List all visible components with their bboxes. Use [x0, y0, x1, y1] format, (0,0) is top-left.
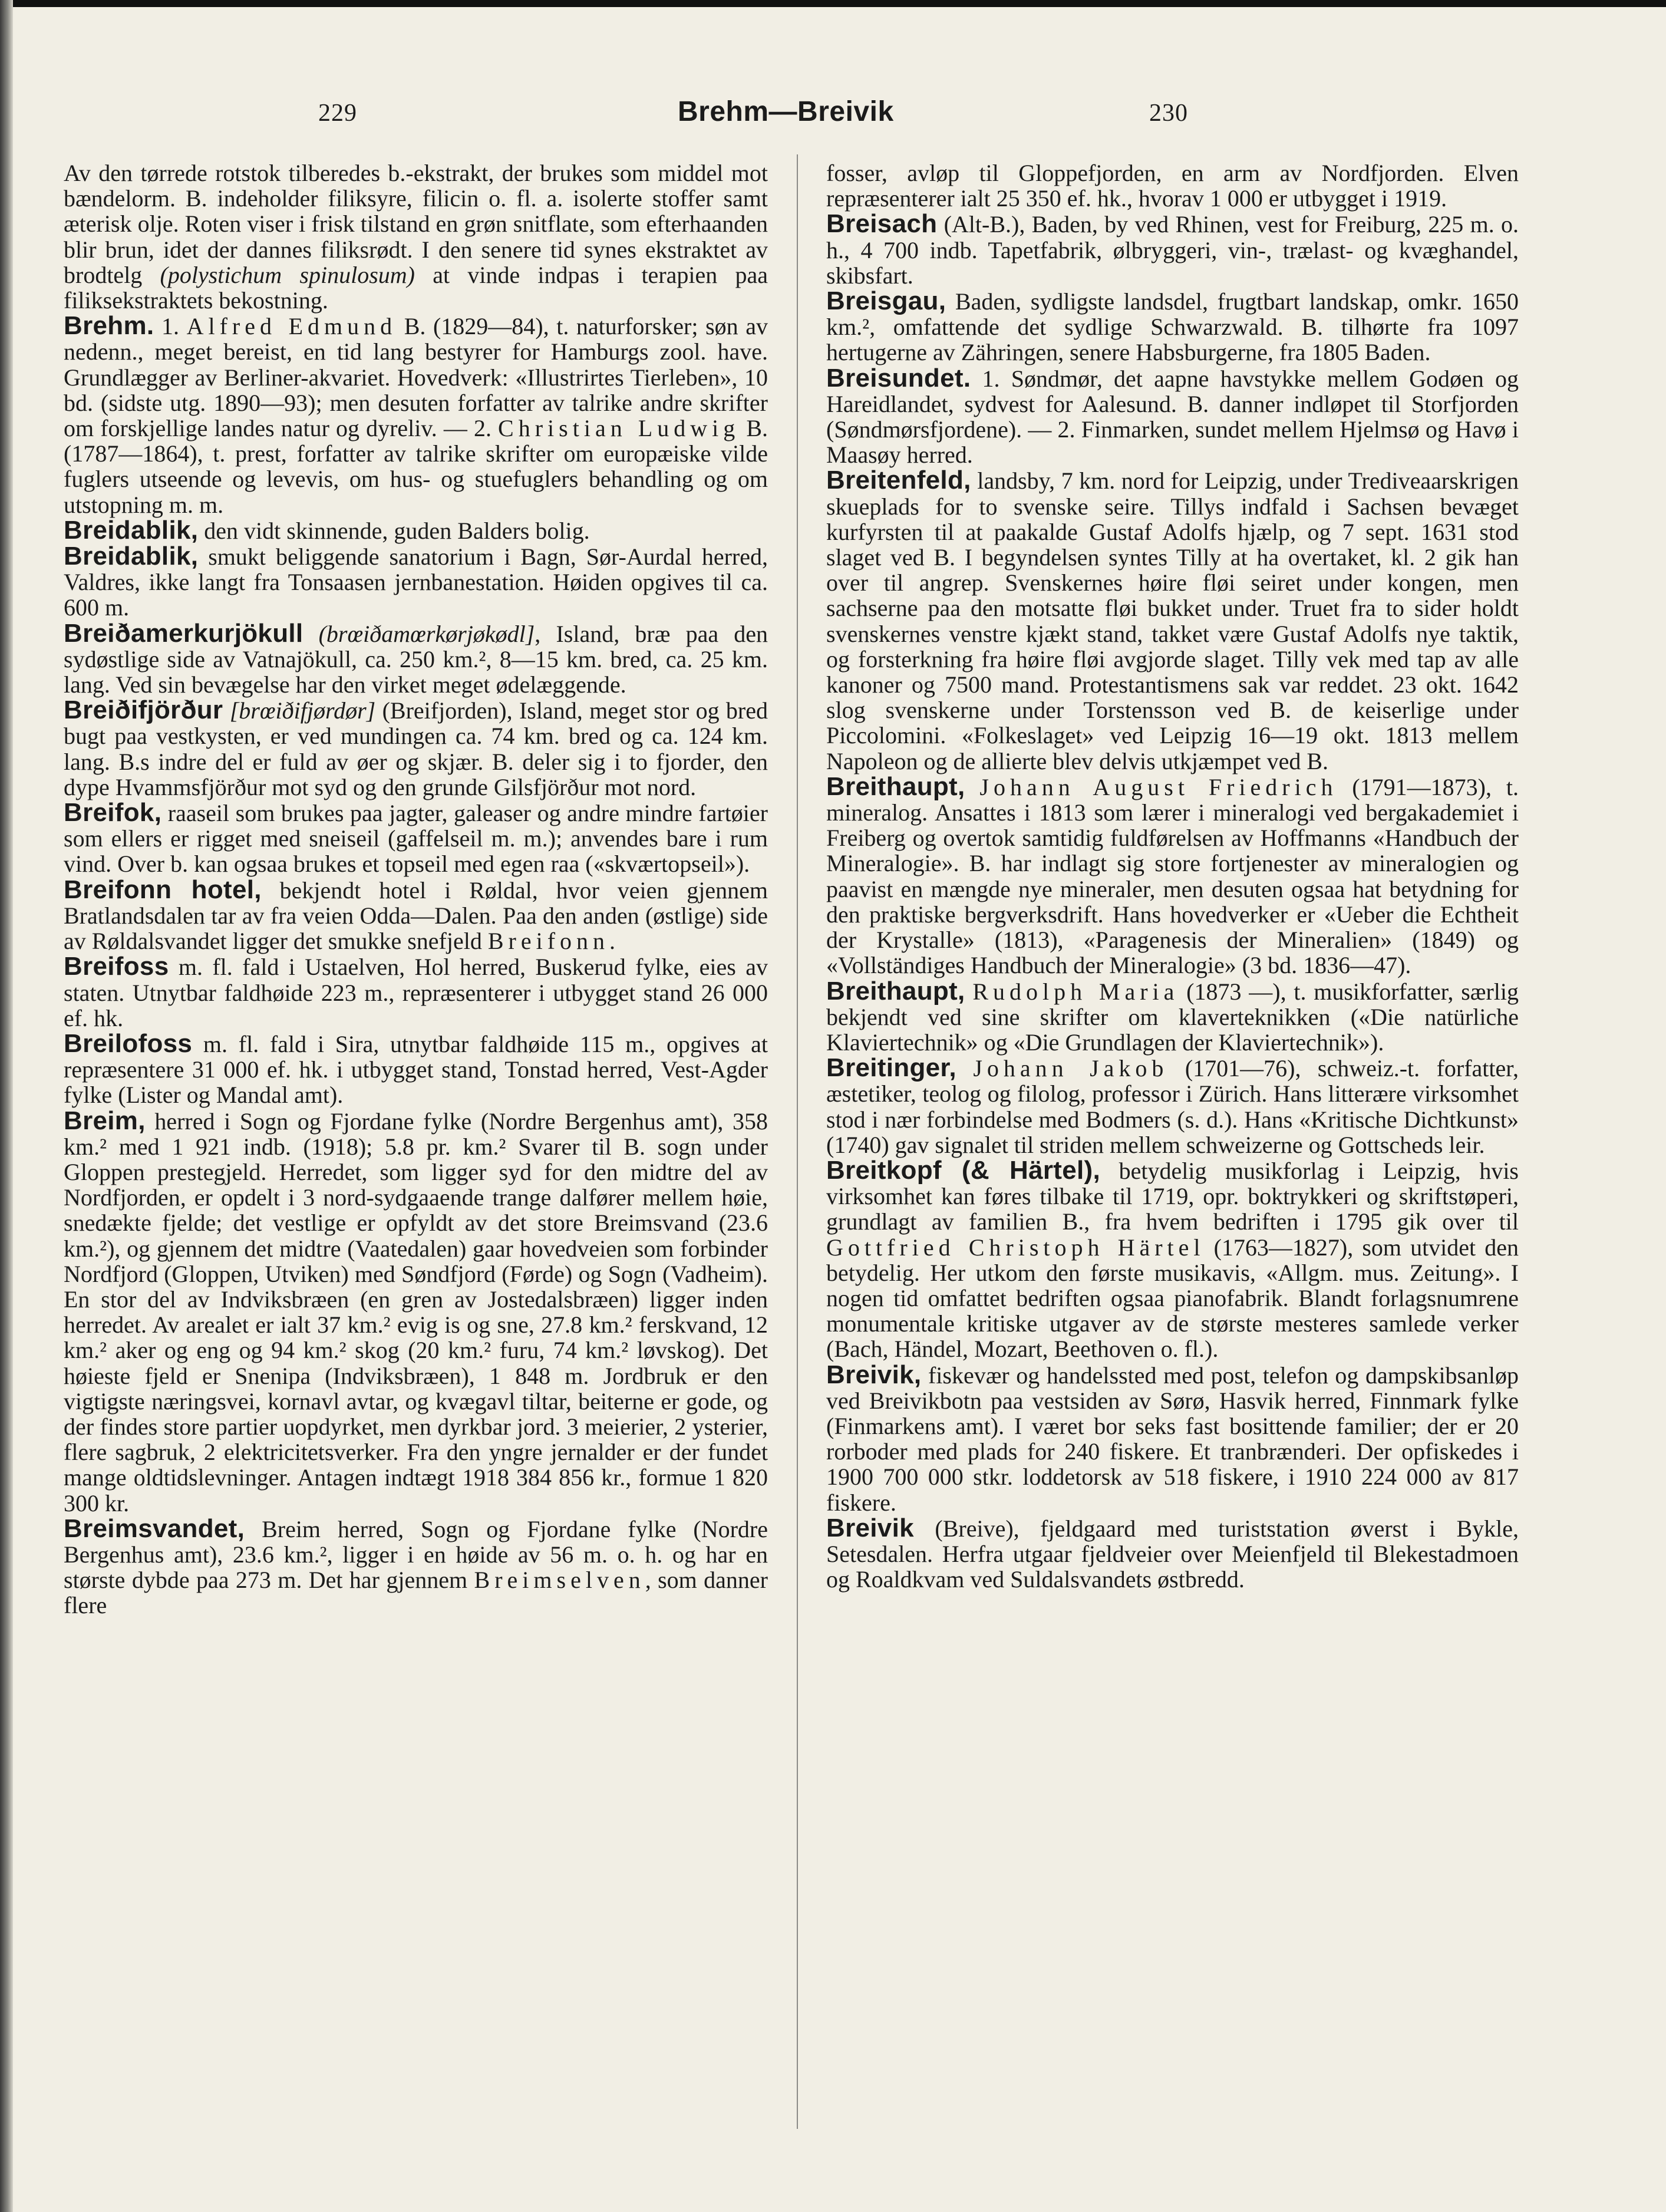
entry-text: (1791—1873), t. mineralog. Ansattes i 1813 som lærer i mineralogi ved bergakademiet i Freiberg og overtok samtidig fuldførelsen av Hoffmanns «Handbuch der Mineralogie». B. har indlagt sig store fortjenester av mineralogien og paavist en mængde nye mineraler, men desuten ogsaa hat betydning for den praktiske bergverksdrift. Hans hovedverker er «Ueber die Echtheit der Krystalle» (1813), «Paragenesis der Mineralien» (1849) og «Vollständiges Handbuch der Mineralogie» (3 bd. 1836—47).: [826, 773, 1519, 979]
dictionary-entry: [826, 1155, 1519, 1363]
entry-headword: Breisach: [826, 209, 938, 239]
entry-spaced-name: Rudolph Maria: [972, 978, 1179, 1005]
dictionary-entry: [64, 618, 768, 698]
running-head: Brehm—Breivik: [678, 96, 894, 127]
entry-headword: Breifok,: [64, 798, 162, 828]
entry-text: B. (1829—84), t. naturforsker; søn av nedenn., meget bereist, en tid lang bestyrer for Hamburgs zool. have. Grundlægger av Berliner-akvariet. Hovedverk: «Illustrirtes Tierleben», 10 bd. (sidste utg. 1890—93); men desuten forfatter av talrike andre skrifter om forskjellige landes natur og dyreliv. — 2.: [64, 313, 768, 442]
entry-headword: Breiðifjörður: [64, 695, 223, 725]
dictionary-entry: [64, 543, 768, 621]
entry-text: Breim herred, Sogn og Fjordane fylke (Nordre Bergenhus amt), 23.6 km.², ligger i en høide av 56 m. o. h. og har en største dybde paa 273 m. Det har gjennem: [64, 1515, 768, 1594]
entry-text: at vinde indpas i terapien paa filiksekstraktets bekostning.: [64, 261, 768, 314]
page-number-left: 229: [318, 100, 357, 127]
entry-headword: Breilofoss: [64, 1028, 193, 1058]
left-column: [64, 160, 768, 1618]
entry-pronunciation: [brœiðifjørdør]: [229, 697, 376, 724]
entry-headword: Brehm.: [64, 311, 154, 341]
dictionary-entry: [826, 978, 1519, 1056]
dictionary-entry: [64, 1108, 768, 1516]
dictionary-entry: [64, 313, 768, 517]
entry-text: (1701—76), schweiz.-t. forfatter, æstetiker, teolog og filolog, professor i Zürich. Hans litterære virksomhet stod i nær forbindelse med Bodmers (s. d.). Hans «Kritische Dichtkunst» (1740) gav signalet til striden mellem schweizerne og Gottscheds leir.: [826, 1055, 1519, 1158]
entry-headword: Breisgau,: [826, 286, 946, 316]
entry-headword: Breitinger,: [826, 1053, 956, 1083]
entry-text: den vidt skinnende, guden Balders bolig.: [198, 517, 590, 544]
dictionary-entry: [826, 1362, 1519, 1515]
dictionary-entry: [64, 160, 768, 313]
entry-headword: Breithaupt,: [826, 772, 965, 801]
entry-spaced-name: Alfred Edmund: [186, 313, 397, 340]
entry-headword: Breimsvandet,: [64, 1514, 245, 1543]
dictionary-entry: [826, 1515, 1519, 1593]
book-spine-edge: [0, 0, 13, 2212]
entry-spaced-name: Breifonn: [487, 928, 610, 955]
dictionary-entry: [826, 211, 1519, 288]
entry-headword: Breivik,: [826, 1360, 922, 1389]
entry-spaced-name: Christian Ludwig: [498, 415, 740, 442]
entry-text: 1.: [154, 313, 187, 340]
entry-headword: Breivik: [826, 1513, 914, 1542]
entry-pronunciation: (brœiðamœrkørjøkødl]: [318, 620, 535, 647]
entry-text: B. (1787—1864), t. prest, forfatter av talrike skrifter om europæiske vilde fuglers utseende og levevis, om hus- og stuefuglers behandling og om utstopning m. m.: [64, 415, 768, 518]
page-number-right: 230: [1149, 100, 1188, 127]
entry-text: landsby, 7 km. nord for Leipzig, under Trediveaarskrigen skueplads for to svenske seire. Tillys indfald i Sachsen bevæget kurfyrsten til at paakalde Gustaf Adolfs hjælp, og 7 sept. 1631 stod slaget ved B. I begyndelsen syntes Tilly at ha overtaket, kl. 2 gik han over til angrep. Svenskernes høire fløi seiret under kongen, men sachserne paa den motsatte fløi bukket under. Truet fra to sider holdt svenskernes venstre kjækt stand, takket være Gustaf Adolfs nye taktik, og forsterkning fra høire fløi avgjorde slaget. Tilly vek med tap av alle kanoner og 7500 mand. Protestantismens sak var reddet. 23 okt. 1642 slog svenskerne under Torstensson ved B. de keiserlige under Piccolomini. «Folkeslaget» ved Leipzig 16—19 okt. 1813 mellem Napoleon og de allierte blev delvis utkjæmpet ved B.: [826, 467, 1519, 774]
entry-text: herred i Sogn og Fjordane fylke (Nordre Bergenhus amt), 358 km.² med 1 921 indb. (1918); 5.8 pr. km.² Svarer til B. sogn under Gloppen prestegjeld. Herredet, som ligger syd for den midtre del av Nordfjorden, er opdelt i 3 nord-sydgaaende trange dalfører mellem høie, snedækte fjelde; det vestlige er opfyldt av det store Breimsvand (23.6 km.²), og gjennem det midtre (Vaatedalen) gaar hovedveien som forbinder Nordfjord (Gloppen, Utviken) med Søndfjord (Førde) og Sogn (Vadheim). En stor del av Indviksbræen (en gren av Jostedalsbræen) ligger inden herredet. Av arealet er ialt 37 km.² evig is og sne, 27.8 km.² ferskvand, 12 km.² aker og eng og 94 km.² skog (20 km.² furu, 74 km.² løvskog). Det høieste fjeld er Snenipa (Indviksbræen), 1 848 m. Jordbruk er den vigtigste næringsvei, kornavl avtar, og kvægavl tiltar, beiterne er gode, og der findes store partier uopdyrket, men dyrkbar jord. 3 meierier, 2 ysterier, flere sagbruk, 2 elektricitetsverker. Fra den yngre jernalder er der fundet mange oldtidslevninger. Antagen indtægt 1918 384 856 kr., formue 1 820 300 kr.: [64, 1107, 768, 1517]
entry-spaced-name: Johann Jakob: [973, 1055, 1169, 1082]
entry-text: 1. Søndmør, det aapne havstykke mellem Godøen og Hareidlandet, sydvest for Aalesund. B. danner indløpet til Storfjorden (Søndmørsfjordene). — 2. Finmarken, sundet mellem Hjelmsø og Havø i Maasøy herred.: [826, 365, 1519, 469]
entry-text: [965, 978, 973, 1005]
entry-headword: Breitenfeld,: [826, 466, 971, 495]
entry-spaced-name: Johann August Friedrich: [979, 773, 1338, 800]
entry-text: Baden, sydligste landsdel, frugtbart landskap, omkr. 1650 km.², omfattende det sydlige Schwarzwald. B. tilhørte fra 1097 hertugerne av Zähringen, senere Habsburgerne, fra 1805 Baden.: [826, 288, 1519, 366]
dictionary-entry: [826, 1055, 1519, 1158]
scan-top-edge: [0, 0, 1666, 7]
entry-text: bekjendt hotel i Røldal, hvor veien gjennem Bratlandsdalen tar av fra veien Odda—Dalen. Paa den anden (østlige) side av Røldalsvandet ligger det smukke snefjeld: [64, 876, 768, 955]
entry-text: (Alt-B.), Baden, by ved Rhinen, vest for Freiburg, 225 m. o. h., 4 700 indb. Tapetfabrik, ølbryggeri, vin-, trælast- og kvæghandel, skibsfart.: [826, 211, 1519, 289]
entry-text: [956, 1055, 973, 1082]
entry-text: , som danner flere: [64, 1567, 768, 1619]
entry-headword: Breidablik,: [64, 515, 199, 545]
page-header: [0, 96, 1666, 140]
entry-text: [303, 621, 318, 647]
dictionary-entry: [64, 697, 768, 800]
entry-text: (1873 —), t. musikforfatter, særlig bekjendt ved sine skrifter om klaverteknikken («Die natürliche Klaviertechnik» og «Die Grundlagen der Klaviertechnik»).: [826, 978, 1519, 1056]
entry-text: .: [609, 928, 616, 955]
dictionary-entry: [826, 467, 1519, 773]
column-divider: [797, 154, 798, 2129]
entry-text: (Breive), fjeldgaard med turiststation øverst i Bykle, Setesdalen. Herfra utgaar fjeldveier over Meienfjeld til Blekestadmoen og Roaldkvam ved Suldalsvandets østbredd.: [826, 1515, 1519, 1593]
entry-spaced-name: Gottfried Christoph Härtel: [826, 1234, 1205, 1261]
entry-headword: Breim,: [64, 1106, 146, 1135]
entry-pronunciation: (polystichum spinulosum): [160, 261, 415, 288]
entry-text: fiskevær og handelssted med post, telefon og dampskibsanløp ved Breivikbotn paa vestsiden av Sørø, Hasvik herred, Finnmark fylke (Finmarkens amt). I været bor seks fast bosittende familier; der er 20 rorboder med plads for 240 fiskere. Et tranbrænderi. Der opfiskedes i 1900 700 000 stkr. loddetorsk av 518 fiskere, i 1910 224 000 av 817 fiskere.: [826, 1362, 1519, 1516]
entry-text: fosser, avløp til Gloppefjorden, en arm av Nordfjorden. Elven repræsenterer ialt 25 350 ef. hk., hvorav 1 000 er utbygget i 1919.: [826, 160, 1519, 212]
entry-text: (Breifjorden), Island, meget stor og bred bugt paa vestkysten, er ved mundingen ca. 74 km. bred og ca. 124 km. lang. B.s indre del er fuld av øer og skjær. B. deler sig i to fjorder, den dype Hvammsfjörður mot syd og den grunde Gilsfjörður mot nord.: [64, 697, 768, 800]
entry-text: m. fl. fald i Ustaelven, Hol herred, Buskerud fylke, eies av staten. Utnytbar faldhøide 223 m., repræsenterer i utbygget stand 26 000 ef. hk.: [64, 954, 768, 1031]
entry-text: betydelig musikforlag i Leipzig, hvis virksomhet kan føres tilbake til 1719, opr. boktrykkeri og skriftstøperi, grundlagt av familien B., fra hvem bedriften i 1795 gik over til: [826, 1157, 1519, 1235]
entry-text: raaseil som brukes paa jagter, galeaser og andre mindre fartøier som ellers er rigget med sneiseil (gaffelseil m. m.); anvendes bare i rum vind. Over b. kan ogsaa brukes et topseil med egen raa («skværtopseil»).: [64, 800, 768, 878]
entry-headword: Breifoss: [64, 952, 169, 981]
entry-headword: Breisundet.: [826, 363, 971, 393]
entry-text: m. fl. fald i Sira, utnytbar faldhøide 115 m., opgives at repræsentere 31 000 ef. hk. i utbygget stand, Tonstad herred, Vest-Agder fylke (Lister og Mandal amt).: [64, 1030, 768, 1109]
right-column: [826, 160, 1519, 1592]
entry-text: (1763—1827), som utvidet den betydelig. Her utkom den første musikavis, «Allgm. mus. Zeitung». I nogen tid omfattet bedriften ogsaa pianofabrik. Blandt forlagsnumrene monumentale kritiske utgaver av de største mesteres samlede verker (Bach, Händel, Mozart, Beethoven o. fl.).: [826, 1234, 1519, 1363]
entry-headword: Breiðamerkurjökull: [64, 618, 303, 648]
dictionary-entry: [64, 800, 768, 877]
dictionary-entry: [826, 774, 1519, 978]
dictionary-entry: [826, 288, 1519, 365]
dictionary-entry: [64, 1028, 768, 1109]
entry-spaced-name: Breimselven: [474, 1567, 645, 1594]
entry-text: , Island, bræ paa den sydøstlige side av Vatnajökull, ca. 250 km.², 8—15 km. bred, ca. 25 km. lang. Ved sin bevægelse har den virket meget ødelæggende.: [64, 620, 768, 698]
dictionary-entry: [64, 517, 768, 543]
entry-text: [965, 774, 980, 800]
dictionary-entry: [64, 954, 768, 1031]
entry-headword: Breifonn hotel,: [64, 875, 262, 904]
entry-headword: Breithaupt,: [826, 976, 965, 1006]
entry-text: smukt beliggende sanatorium i Bagn, Sør-Aurdal herred, Valdres, ikke langt fra Tonsaasen jernbanestation. Høiden opgives til ca. 600 m.: [64, 543, 768, 621]
dictionary-entry: [64, 1516, 768, 1618]
dictionary-entry: [826, 160, 1519, 211]
dictionary-entry: [64, 877, 768, 954]
entry-headword: Breitkopf (& Härtel),: [826, 1155, 1101, 1185]
entry-text: [223, 697, 229, 724]
entry-headword: Breidablik,: [64, 542, 199, 571]
entry-text: Av den tørrede rotstok tilberedes b.-ekstrakt, der brukes som middel mot bændelorm. B. indeholder filiksyre, filicin o. fl. a. isolerte stoffer samt æterisk olje. Roten viser i frisk tilstand en grøn snitflate, som efterhaanden blir brun, idet der dannes filiksrødt. I den senere tid synes ekstraktet av brodtelg: [64, 160, 768, 288]
dictionary-entry: [826, 365, 1519, 468]
